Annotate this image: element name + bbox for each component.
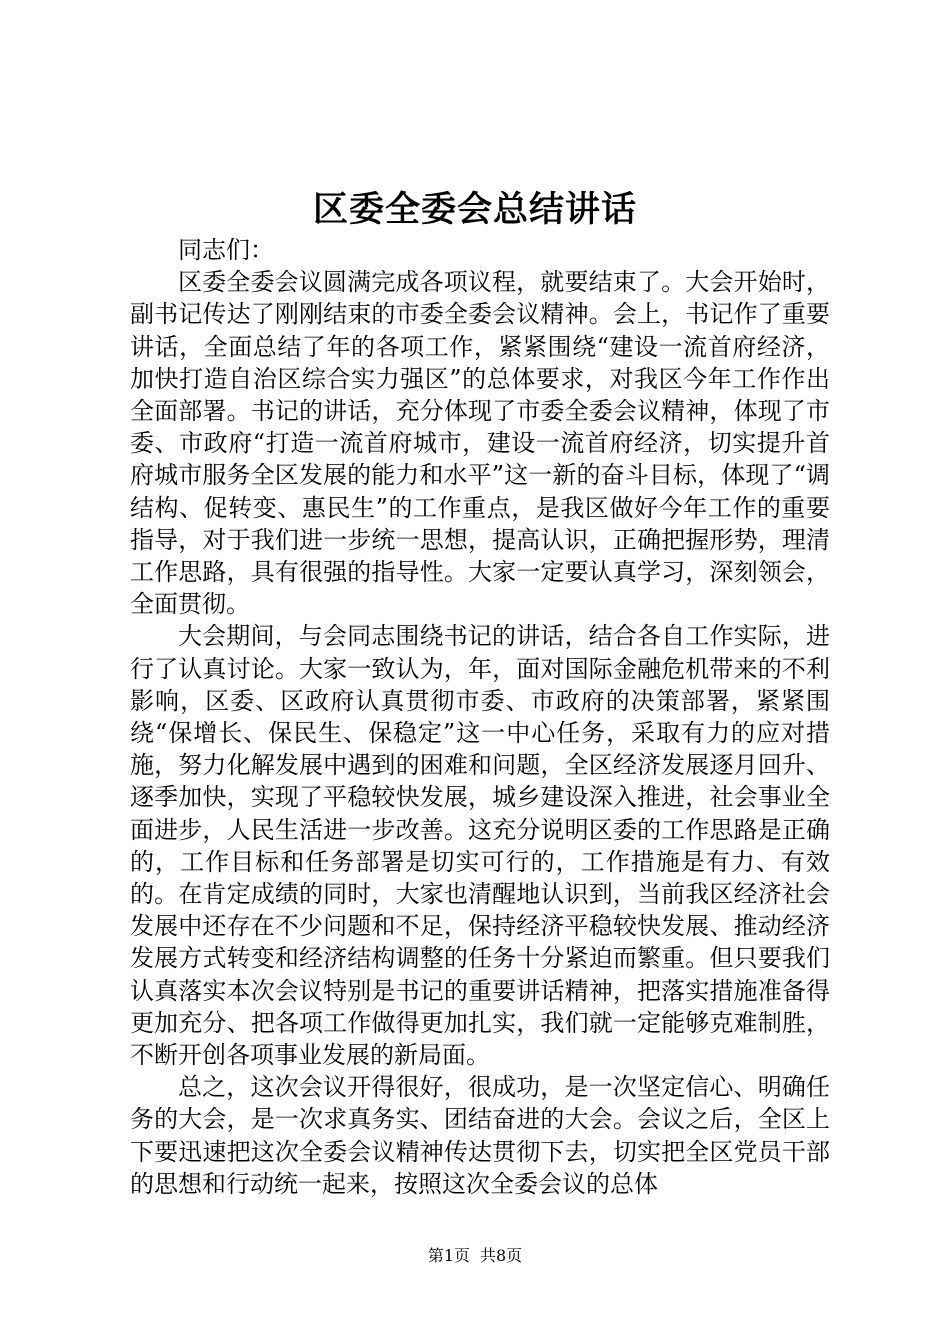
paragraph-salutation: 同志们：	[178, 236, 274, 264]
document-title: 区委全委会总结讲话	[312, 189, 637, 230]
page-footer	[0, 1244, 950, 1268]
paragraph-1: 区委全委会议圆满完成各项议程，就要结束了。大会开始时，副书记传达了刚刚结束的市委全委会议精神。会上，书记作了重要讲话，全面总结了年的各项工作，紧紧围绕“建设一流首府经济，加快打造自治区综合实力强区”的总体要求，对我区今年工作作出全面部署。书记的讲话，充分体现了市委全委会议精神，体现了市委、市政府“打造一流首府城市，建设一流首府经济，切实提升首府城市服务全区发展的能力和水平”这一新的奋斗目标，体现了“调结构、促转变、惠民生”的工作重点，是我区做好今年工作的重要指导，对于我们进一步统一思想，提高认识，正确把握形势，理清工作思路，具有很强的指导性。大家一定要认真学习，深刻领会，全面贯彻。	[130, 268, 830, 619]
paragraph-3: 总之，这次会议开得很好，很成功，是一次坚定信心、明确任务的大会，是一次求真务实、团结奋进的大会。会议之后，全区上下要迅速把这次全委会议精神传达贯彻下去，切实把全区党员干部的思想和行动统一起来，按照这次全委会议的总体	[130, 1073, 830, 1198]
document-body	[130, 234, 830, 1200]
page-number: 第1页	[427, 1246, 470, 1265]
page-total: 共8页	[480, 1246, 523, 1265]
paragraph-2: 大会期间，与会同志围绕书记的讲话，结合各自工作实际，进行了认真讨论。大家一致认为，年，面对国际金融危机带来的不利影响，区委、区政府认真贯彻市委、市政府的决策部署，紧紧围绕“保增长、保民生、保稳定”这一中心任务，采取有力的应对措施，努力化解发展中遇到的困难和问题，全区经济发展逐月回升、逐季加快，实现了平稳较快发展，城乡建设深入推进，社会事业全面进步，人民生活进一步改善。这充分说明区委的工作思路是正确的，工作目标和任务部署是切实可行的，工作措施是有力、有效的。在肯定成绩的同时，大家也清醒地认识到，当前我区经济社会发展中还存在不少问题和不足，保持经济平稳较快发展、推动经济发展方式转变和经济结构调整的任务十分紧迫而繁重。但只要我们认真落实本次会议特别是书记的重要讲话精神，把落实措施准备得更加充分、把各项工作做得更加扎实，我们就一定能够克难制胜，不断开创各项事业发展的新局面。	[130, 622, 830, 1070]
